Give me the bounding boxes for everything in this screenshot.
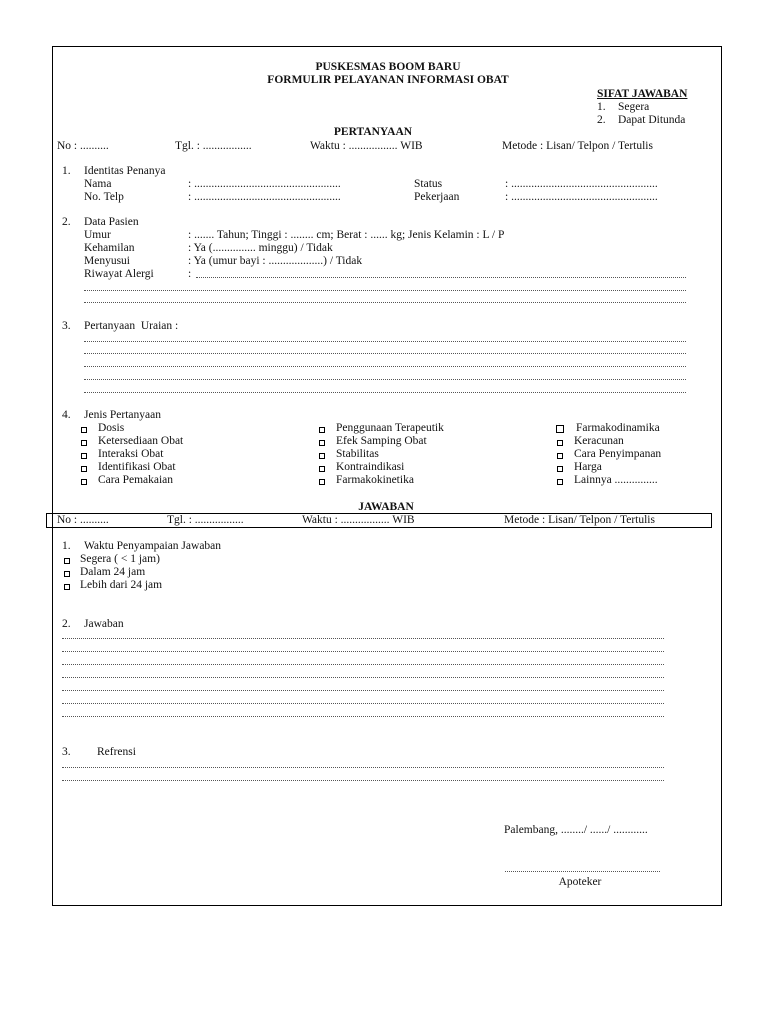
pekerjaan-field[interactable]: : ................................................... bbox=[505, 191, 658, 203]
jawaban-line[interactable] bbox=[62, 716, 664, 717]
option-interaksi: Interaksi Obat bbox=[98, 448, 164, 460]
section-3-title: Pertanyaan Uraian : bbox=[84, 320, 179, 332]
menyusui-field[interactable]: : Ya (umur bayi : ...................) / Tidak bbox=[188, 255, 363, 267]
header-org: PUSKESMAS BOOM BARU bbox=[315, 61, 461, 73]
checkbox-cara-pemakaian[interactable] bbox=[81, 479, 87, 485]
signature-line[interactable] bbox=[505, 871, 660, 872]
option-efek-samping: Efek Samping Obat bbox=[336, 435, 427, 447]
option-identifikasi: Identifikasi Obat bbox=[98, 461, 176, 473]
referensi-line[interactable] bbox=[62, 780, 664, 781]
jawaban-line[interactable] bbox=[62, 703, 664, 704]
alergi-line-3[interactable] bbox=[84, 302, 686, 303]
option-cara-pemakaian: Cara Pemakaian bbox=[98, 474, 174, 486]
section-1-number: 1. bbox=[62, 165, 71, 177]
option-keracunan: Keracunan bbox=[574, 435, 624, 447]
uraian-line[interactable] bbox=[84, 392, 686, 393]
checkbox-terapeutik[interactable] bbox=[319, 427, 325, 433]
nama-field[interactable]: : ................................................... bbox=[188, 178, 341, 190]
option-terapeutik: Penggunaan Terapeutik bbox=[336, 422, 444, 434]
q-no-field[interactable]: No : .......... bbox=[57, 140, 109, 152]
checkbox-efek-samping[interactable] bbox=[319, 440, 325, 446]
checkbox-dalam-24[interactable] bbox=[64, 571, 70, 577]
checkbox-lebih-24[interactable] bbox=[64, 584, 70, 590]
status-field[interactable]: : ................................................... bbox=[505, 178, 658, 190]
jawaban-line[interactable] bbox=[62, 651, 664, 652]
checkbox-cara-penyimpanan[interactable] bbox=[557, 453, 563, 459]
a-no-field[interactable]: No : .......... bbox=[57, 514, 109, 526]
referensi-line[interactable] bbox=[62, 767, 664, 768]
option-harga: Harga bbox=[574, 461, 602, 473]
a-metode-field[interactable]: Metode : Lisan/ Telpon / Tertulis bbox=[504, 514, 655, 526]
j-section-1-title: Waktu Penyampaian Jawaban bbox=[84, 540, 222, 552]
option-farmakokinetika: Farmakokinetika bbox=[336, 474, 414, 486]
jawaban-line[interactable] bbox=[62, 664, 664, 665]
section-4-title: Jenis Pertanyaan bbox=[84, 409, 161, 421]
q-tgl-field[interactable]: Tgl. : ................. bbox=[175, 140, 252, 152]
place-date-field[interactable]: Palembang, ......../ ....../ ............ bbox=[504, 824, 648, 836]
q-waktu-field[interactable]: Waktu : ................. WIB bbox=[310, 140, 423, 152]
checkbox-harga[interactable] bbox=[557, 466, 563, 472]
checkbox-kontraindikasi[interactable] bbox=[319, 466, 325, 472]
j-section-2-title: Jawaban bbox=[84, 618, 124, 630]
checkbox-ketersediaan[interactable] bbox=[81, 440, 87, 446]
pertanyaan-heading: PERTANYAAN bbox=[333, 126, 413, 138]
status-label: Status bbox=[414, 178, 443, 190]
menyusui-label: Menyusui bbox=[84, 255, 130, 267]
signature-role: Apoteker bbox=[558, 876, 602, 888]
option-cara-penyimpanan: Cara Penyimpanan bbox=[574, 448, 662, 460]
section-2-title: Data Pasien bbox=[84, 216, 139, 228]
checkbox-interaksi[interactable] bbox=[81, 453, 87, 459]
header-form-title: FORMULIR PELAYANAN INFORMASI OBAT bbox=[267, 74, 509, 86]
a-tgl-field[interactable]: Tgl. : ................. bbox=[167, 514, 244, 526]
a-waktu-field[interactable]: Waktu : ................. WIB bbox=[302, 514, 415, 526]
umur-field[interactable]: : ....... Tahun; Tinggi : ........ cm; Berat : ...... kg; Jenis Kelamin : L / P bbox=[188, 229, 505, 241]
section-1-title: Identitas Penanya bbox=[84, 165, 166, 177]
uraian-line[interactable] bbox=[84, 341, 686, 342]
sifat-jawaban-title: SIFAT JAWABAN bbox=[597, 88, 688, 100]
sifat-option-1: 1. Segera bbox=[597, 101, 650, 113]
uraian-line[interactable] bbox=[84, 353, 686, 354]
kehamilan-field[interactable]: : Ya (............... minggu) / Tidak bbox=[188, 242, 333, 254]
jawaban-heading: JAWABAN bbox=[358, 501, 414, 513]
option-kontraindikasi: Kontraindikasi bbox=[336, 461, 405, 473]
option-farmakodinamika: Farmakodinamika bbox=[576, 422, 660, 434]
option-dalam-24: Dalam 24 jam bbox=[80, 566, 146, 578]
telp-field[interactable]: : ................................................... bbox=[188, 191, 341, 203]
option-ketersediaan: Ketersediaan Obat bbox=[98, 435, 184, 447]
section-2-number: 2. bbox=[62, 216, 71, 228]
checkbox-dosis[interactable] bbox=[81, 427, 87, 433]
option-stabilitas: Stabilitas bbox=[336, 448, 379, 460]
nama-label: Nama bbox=[84, 178, 112, 190]
kehamilan-label: Kehamilan bbox=[84, 242, 135, 254]
sifat-option-2: 2. Dapat Ditunda bbox=[597, 114, 686, 126]
j-section-1-number: 1. bbox=[62, 540, 71, 552]
alergi-label: Riwayat Alergi bbox=[84, 268, 154, 280]
section-4-number: 4. bbox=[62, 409, 71, 421]
option-lainnya: Lainnya ............... bbox=[574, 474, 658, 486]
alergi-colon: : bbox=[188, 268, 192, 280]
section-3-number: 3. bbox=[62, 320, 71, 332]
alergi-line[interactable] bbox=[196, 277, 686, 278]
checkbox-identifikasi[interactable] bbox=[81, 466, 87, 472]
q-metode-field[interactable]: Metode : Lisan/ Telpon / Tertulis bbox=[502, 140, 653, 152]
pekerjaan-label: Pekerjaan bbox=[414, 191, 460, 203]
jawaban-line[interactable] bbox=[62, 638, 664, 639]
checkbox-lainnya[interactable] bbox=[557, 479, 563, 485]
telp-label: No. Telp bbox=[84, 191, 124, 203]
checkbox-keracunan[interactable] bbox=[557, 440, 563, 446]
uraian-line[interactable] bbox=[84, 379, 686, 380]
j-section-2-number: 2. bbox=[62, 618, 71, 630]
j-section-3-number: 3. bbox=[62, 746, 71, 758]
umur-label: Umur bbox=[84, 229, 111, 241]
checkbox-stabilitas[interactable] bbox=[319, 453, 325, 459]
jawaban-line[interactable] bbox=[62, 690, 664, 691]
option-dosis: Dosis bbox=[98, 422, 125, 434]
j-section-3-title: Refrensi bbox=[97, 746, 136, 758]
jawaban-line[interactable] bbox=[62, 677, 664, 678]
alergi-line-2[interactable] bbox=[84, 290, 686, 291]
checkbox-segera[interactable] bbox=[64, 558, 70, 564]
option-segera: Segera ( < 1 jam) bbox=[80, 553, 160, 565]
checkbox-farmakokinetika[interactable] bbox=[319, 479, 325, 485]
checkbox-farmakodinamika[interactable] bbox=[556, 425, 564, 433]
option-lebih-24: Lebih dari 24 jam bbox=[80, 579, 163, 591]
uraian-line[interactable] bbox=[84, 366, 686, 367]
